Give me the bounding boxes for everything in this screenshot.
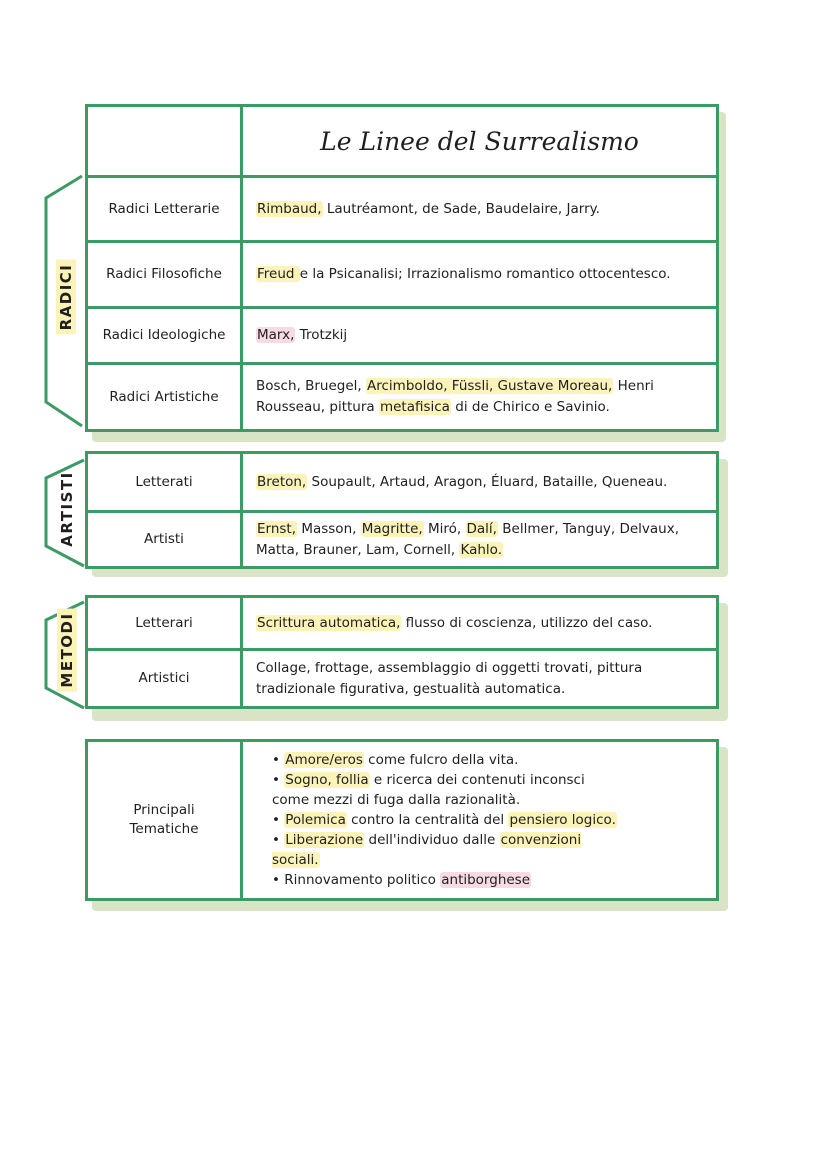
- table-row: [88, 510, 716, 566]
- text-segment: di de Chirico e Savinio.: [450, 399, 610, 415]
- text-segment: Bellmer, Tanguy, Delvaux, Matta, Brauner, Lam, Cornell,: [256, 520, 680, 558]
- text-segment: Henri Rousseau, pittura: [256, 378, 654, 415]
- table-row: [88, 742, 716, 898]
- table-row: [88, 598, 716, 648]
- artisti-tab-label: ARTISTI: [58, 471, 76, 547]
- text-segment: Collage, frottage, assemblaggio di oggetti trovati, pittura tradizionale figurativa, gestualità automatica.: [256, 659, 643, 697]
- highlighted-text: Dalí,: [466, 520, 497, 537]
- text-segment: e la Psicanalisi; Irrazionalismo romantico ottocentesco.: [299, 266, 671, 282]
- row-label: Artisti: [144, 531, 184, 547]
- table-row: [88, 240, 716, 306]
- highlighted-text: Magritte,: [361, 520, 423, 537]
- list-item: • Amore/eros come fulcro della vita.: [272, 752, 519, 768]
- highlighted-text: Sogno, follia: [285, 772, 369, 788]
- highlighted-text: Ernst,: [257, 520, 297, 537]
- row-content: [256, 365, 704, 429]
- table-row: [88, 362, 716, 429]
- artisti-table: [85, 451, 719, 569]
- highlighted-text: Liberazione: [285, 832, 364, 848]
- page-title: Le Linee del Surrealismo: [320, 126, 639, 156]
- row-content: [256, 598, 704, 648]
- text-segment: Lautréamont, de Sade, Baudelaire, Jarry.: [322, 200, 600, 217]
- text-segment: flusso di coscienza, utilizzo del caso.: [401, 614, 653, 631]
- radici-tab-label: RADICI: [56, 260, 76, 335]
- text-segment: Miró,: [423, 520, 466, 537]
- table-row: [88, 454, 716, 510]
- row-label: Radici Artistiche: [109, 388, 219, 405]
- highlighted-text: Arcimboldo, Füssli, Gustave Moreau,: [367, 378, 613, 394]
- text-segment: e ricerca dei contenuti inconsci come mezzi di fuga dalla razionalità.: [272, 772, 585, 808]
- text-segment: contro la centralità del: [346, 812, 509, 828]
- row-label: Radici Filosofiche: [106, 266, 222, 282]
- row-label: Letterati: [135, 473, 193, 490]
- row-content: [256, 454, 704, 510]
- metodi-table: [85, 595, 719, 709]
- highlighted-text: Breton,: [257, 473, 307, 490]
- row-content: [256, 513, 704, 566]
- row-content: [256, 309, 704, 362]
- list-item: • Liberazione dell'individuo dalle convenzioni sociali.: [272, 832, 582, 868]
- metodi-tab-label: METODI: [57, 608, 77, 691]
- text-segment: Masson,: [297, 520, 361, 537]
- highlighted-text: Polemica: [285, 812, 346, 828]
- row-content: [272, 742, 626, 898]
- row-label: Artistici: [138, 670, 190, 686]
- highlighted-text: Kahlo.: [460, 541, 502, 558]
- themes-list: [272, 750, 626, 890]
- highlighted-text: Freud: [257, 266, 299, 282]
- list-item: • Polemica contro la centralità del pensiero logico.: [272, 812, 616, 828]
- highlighted-text: metafisica: [379, 399, 450, 415]
- table-row: [88, 306, 716, 362]
- highlighted-text: Marx,: [257, 327, 295, 343]
- text-segment: dell'individuo dalle: [364, 832, 500, 848]
- temi-label: Principali Tematiche: [129, 802, 199, 837]
- highlighted-text: antiborghese: [441, 872, 531, 888]
- text-segment: Trotzkij: [295, 327, 348, 343]
- row-content: [256, 243, 704, 306]
- text-segment: Soupault, Artaud, Aragon, Éluard, Bataille, Queneau.: [307, 473, 668, 490]
- radici-table: [85, 104, 719, 432]
- row-label: Letterari: [135, 614, 193, 631]
- text-segment: come fulcro della vita.: [363, 752, 519, 768]
- highlighted-text: Amore/eros: [285, 752, 363, 768]
- row-label: Radici Letterarie: [108, 200, 220, 217]
- list-item: • Sogno, follia e ricerca dei contenuti inconsci come mezzi di fuga dalla razionalità.: [272, 772, 585, 808]
- text-segment: Bosch, Bruegel,: [256, 378, 366, 394]
- row-label: Radici Ideologiche: [102, 327, 226, 343]
- table-row: [88, 175, 716, 240]
- highlighted-text: convenzioni sociali.: [272, 832, 582, 868]
- text-segment: Rinnovamento politico: [284, 872, 441, 888]
- highlighted-text: Scrittura automatica,: [257, 614, 401, 631]
- list-item: • Rinnovamento politico antiborghese: [272, 872, 531, 888]
- highlighted-text: Rimbaud,: [257, 200, 322, 217]
- highlighted-text: pensiero logico.: [509, 812, 616, 828]
- row-content: [256, 651, 704, 706]
- table-row: [88, 648, 716, 706]
- row-content: [256, 178, 704, 240]
- temi-table: [85, 739, 719, 901]
- row-label: [88, 742, 240, 898]
